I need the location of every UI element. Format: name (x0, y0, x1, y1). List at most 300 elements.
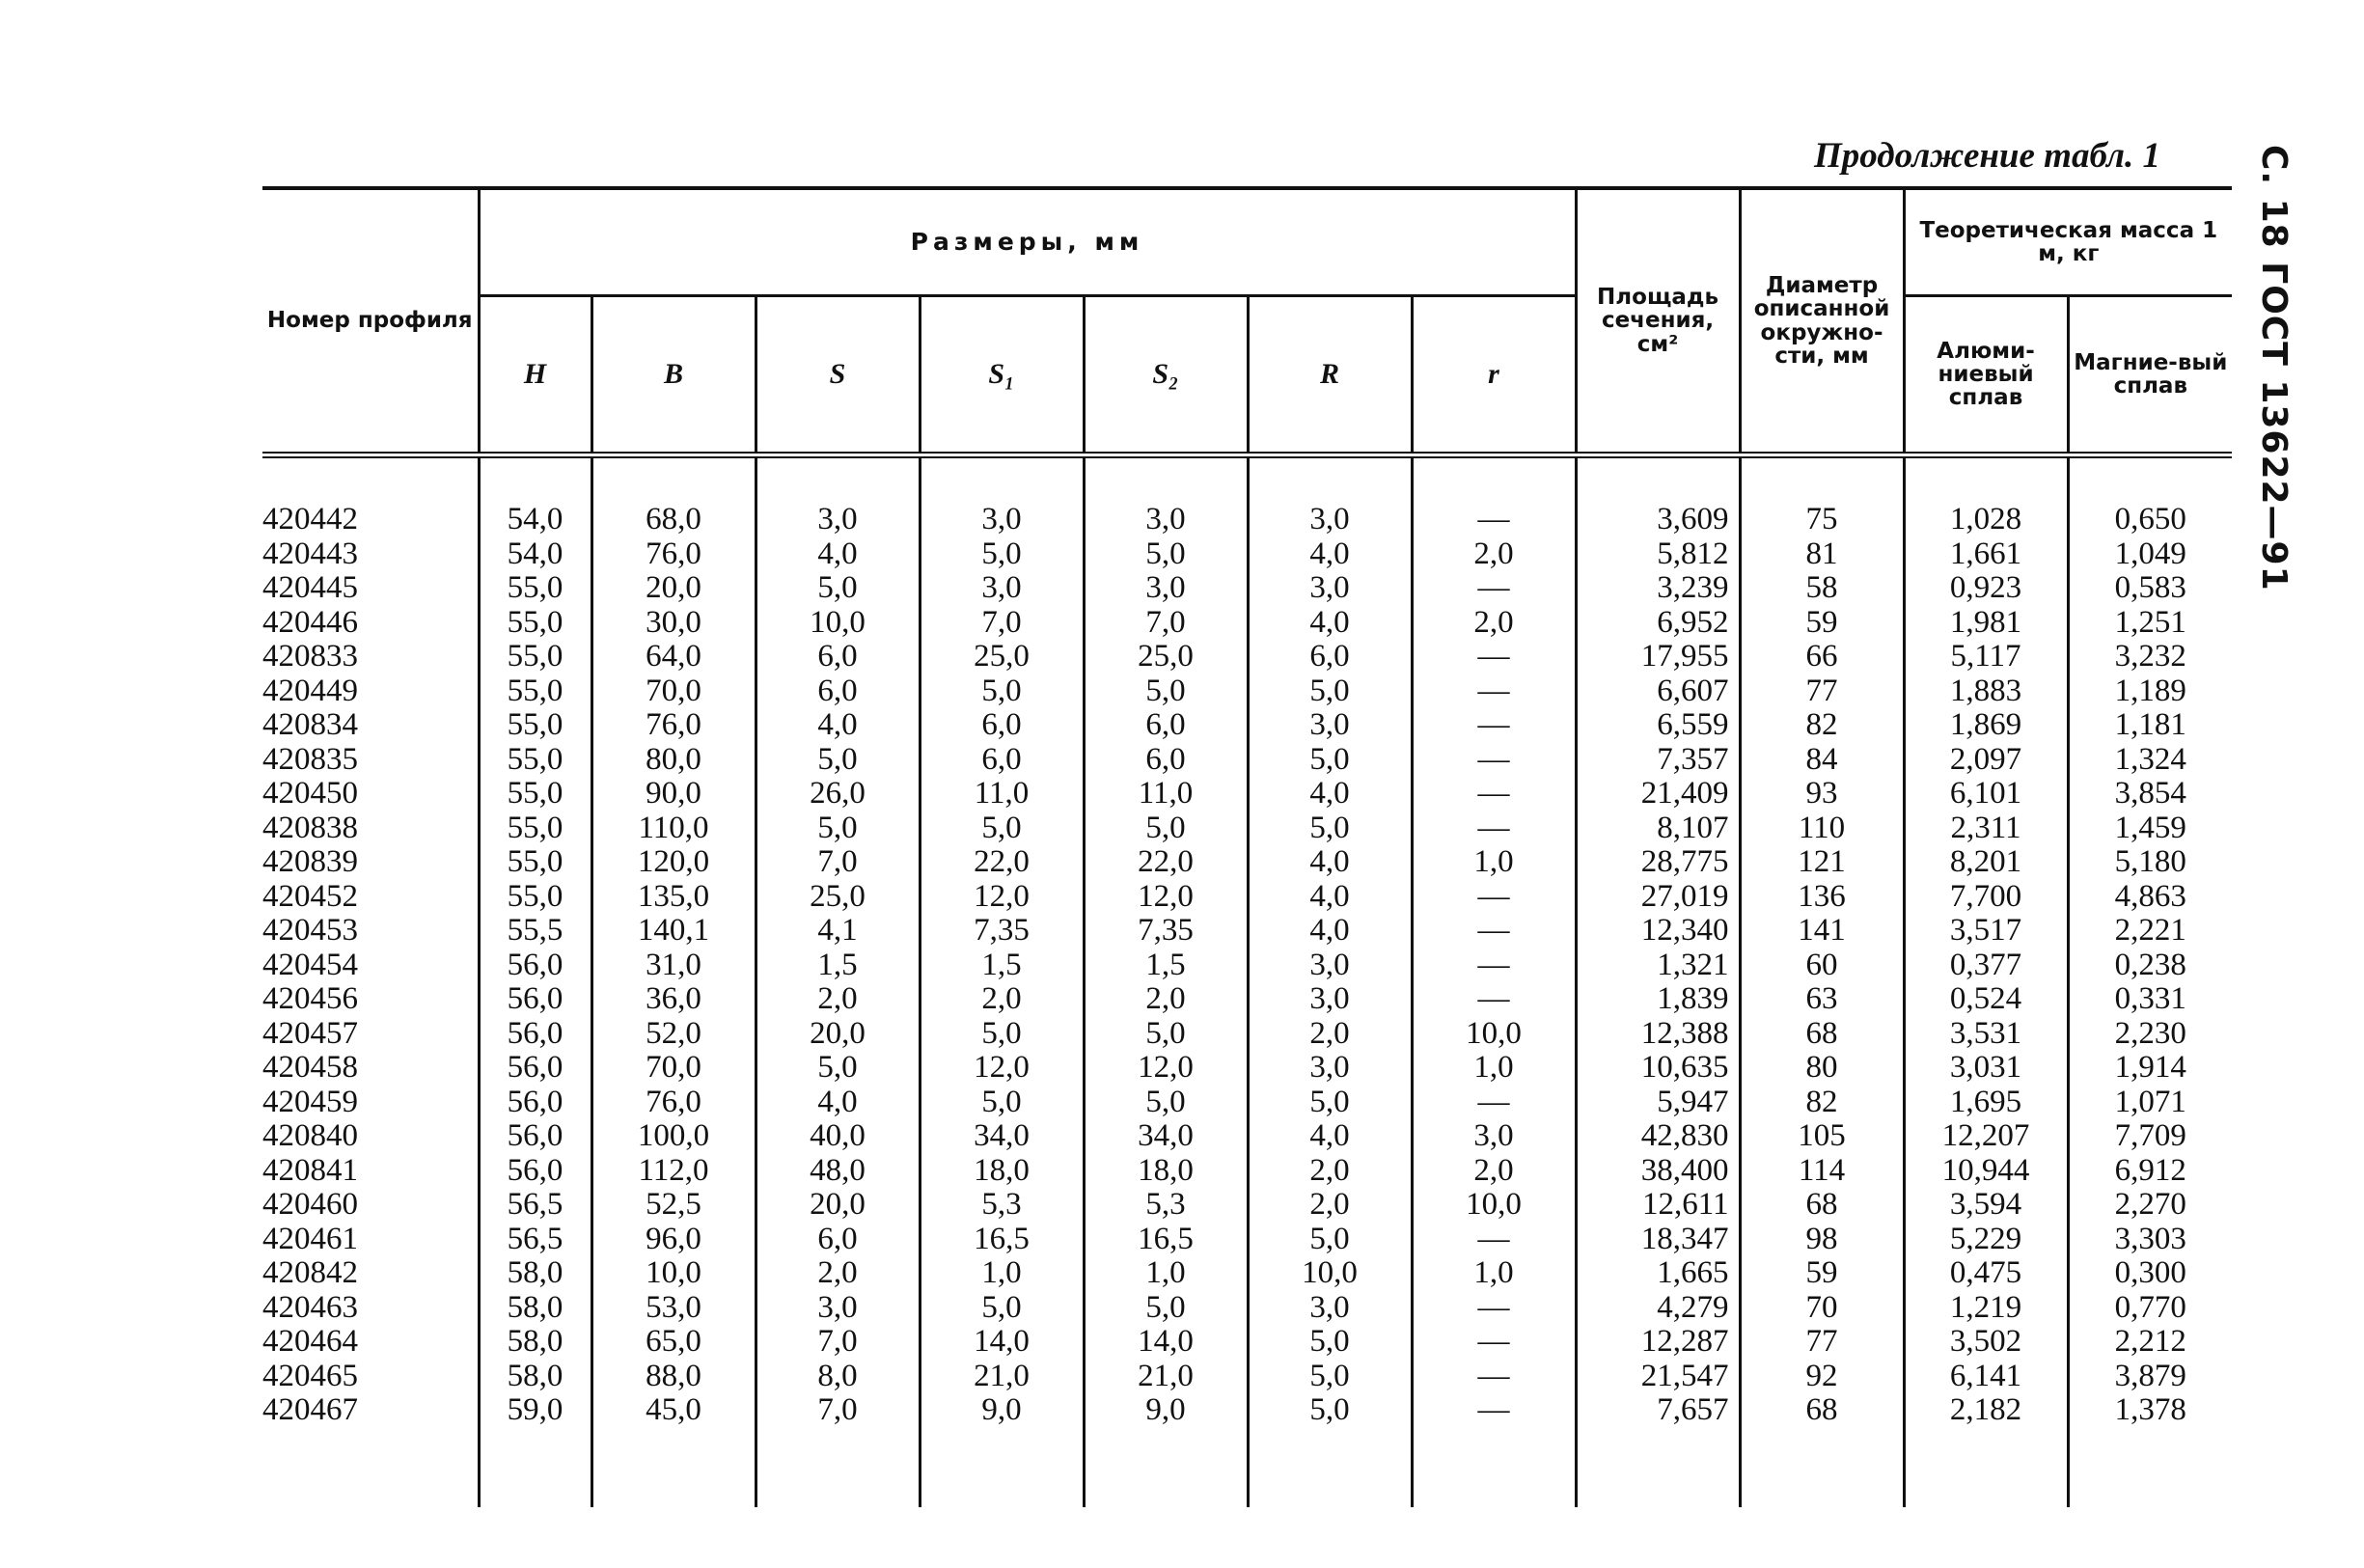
cell-b: 80,0 (591, 743, 756, 778)
cell-profile-number: 420460 (262, 1187, 358, 1223)
cell-area: 3,239 (1576, 571, 1740, 606)
table-row (262, 845, 2232, 880)
cell-h: 56,0 (479, 982, 591, 1017)
cell-r-lower: 1,0 (1412, 1051, 1576, 1086)
cell-r-upper: 4,0 (1248, 845, 1412, 880)
cell-area: 21,547 (1576, 1360, 1740, 1394)
header-dimensions: Размеры, мм (479, 188, 1576, 296)
cell-area: 1,839 (1576, 982, 1740, 1017)
cell-s1: 7,35 (920, 914, 1084, 949)
cell-magnesium-mass: 3,232 (2068, 640, 2232, 674)
cell-diameter: 98 (1740, 1223, 1904, 1257)
cell-magnesium-mass: 1,378 (2068, 1393, 2232, 1428)
table-row (262, 1188, 2232, 1223)
cell-r-upper: 4,0 (1248, 914, 1412, 949)
cell-diameter: 63 (1740, 982, 1904, 1017)
cell-b: 68,0 (591, 455, 756, 537)
cell-area: 28,775 (1576, 845, 1740, 880)
cell-aluminium-mass: 1,695 (1904, 1086, 2068, 1120)
header-diameter: Диаметр описанной окружно-сти, мм (1740, 188, 1904, 455)
cell-s1: 3,0 (920, 571, 1084, 606)
cell-r-lower: 2,0 (1412, 606, 1576, 641)
cell-area: 12,340 (1576, 914, 1740, 949)
cell-s: 6,0 (756, 1223, 920, 1257)
cell-s2: 5,0 (1084, 1017, 1248, 1052)
cell-h: 55,0 (479, 743, 591, 778)
cell-area: 4,279 (1576, 1291, 1740, 1326)
cell-aluminium-mass: 6,101 (1904, 777, 2068, 812)
cell-b: 76,0 (591, 1086, 756, 1120)
cell-profile-number: 420453 (262, 913, 358, 949)
cell-b: 52,0 (591, 1017, 756, 1052)
cell-s1: 34,0 (920, 1119, 1084, 1154)
profile-table (262, 186, 2232, 1507)
cell-b: 112,0 (591, 1154, 756, 1189)
cell-b: 36,0 (591, 982, 756, 1017)
cell-s1: 16,5 (920, 1223, 1084, 1257)
cell-s: 25,0 (756, 880, 920, 915)
cell-r-upper: 5,0 (1248, 1086, 1412, 1120)
cell-aluminium-mass: 3,031 (1904, 1051, 2068, 1086)
cell-r-lower: — (1412, 777, 1576, 812)
cell-b: 76,0 (591, 708, 756, 743)
cell-r-lower: — (1412, 1393, 1576, 1428)
cell-r-upper: 2,0 (1248, 1154, 1412, 1189)
cell-h: 56,0 (479, 949, 591, 983)
filler-cell (2068, 1428, 2232, 1507)
cell-r-lower: 10,0 (1412, 1017, 1576, 1052)
cell-s1: 1,5 (920, 949, 1084, 983)
cell-r-lower: 2,0 (1412, 537, 1576, 572)
cell-aluminium-mass: 3,502 (1904, 1325, 2068, 1360)
cell-s1: 7,0 (920, 606, 1084, 641)
cell-h: 55,0 (479, 777, 591, 812)
cell-r-lower: — (1412, 674, 1576, 709)
cell-r-lower: 1,0 (1412, 845, 1576, 880)
cell-magnesium-mass: 2,230 (2068, 1017, 2232, 1052)
cell-b: 70,0 (591, 674, 756, 709)
cell-s1: 25,0 (920, 640, 1084, 674)
table-row (262, 949, 2232, 983)
cell-area: 5,812 (1576, 537, 1740, 572)
cell-s: 20,0 (756, 1017, 920, 1052)
cell-aluminium-mass: 0,475 (1904, 1256, 2068, 1291)
cell-aluminium-mass: 2,097 (1904, 743, 2068, 778)
cell-diameter: 82 (1740, 708, 1904, 743)
cell-r-upper: 3,0 (1248, 455, 1412, 537)
cell-magnesium-mass: 1,324 (2068, 743, 2232, 778)
cell-s2: 1,5 (1084, 949, 1248, 983)
cell-s2: 6,0 (1084, 708, 1248, 743)
cell-area: 27,019 (1576, 880, 1740, 915)
cell-s2: 11,0 (1084, 777, 1248, 812)
cell-r-upper: 2,0 (1248, 1188, 1412, 1223)
table-row (262, 1086, 2232, 1120)
cell-diameter: 68 (1740, 1393, 1904, 1428)
cell-r-lower: — (1412, 455, 1576, 537)
cell-area: 8,107 (1576, 812, 1740, 846)
cell-s2: 9,0 (1084, 1393, 1248, 1428)
cell-r-lower: — (1412, 1291, 1576, 1326)
filler-cell (479, 1428, 591, 1507)
cell-magnesium-mass: 3,879 (2068, 1360, 2232, 1394)
cell-s1: 6,0 (920, 708, 1084, 743)
table-row (262, 1051, 2232, 1086)
cell-b: 140,1 (591, 914, 756, 949)
cell-b: 76,0 (591, 537, 756, 572)
filler-cell (920, 1428, 1084, 1507)
table-row (262, 1360, 2232, 1394)
cell-magnesium-mass: 0,300 (2068, 1256, 2232, 1291)
cell-s2: 12,0 (1084, 880, 1248, 915)
cell-h: 56,0 (479, 1017, 591, 1052)
cell-diameter: 84 (1740, 743, 1904, 778)
cell-profile-number: 420459 (262, 1084, 358, 1119)
cell-r-upper: 3,0 (1248, 1291, 1412, 1326)
cell-r-upper: 4,0 (1248, 777, 1412, 812)
header-profile-number: Номер профиля (262, 188, 479, 455)
cell-b: 110,0 (591, 812, 756, 846)
cell-magnesium-mass: 4,863 (2068, 880, 2232, 915)
cell-r-upper: 5,0 (1248, 743, 1412, 778)
cell-s2: 3,0 (1084, 571, 1248, 606)
cell-s: 6,0 (756, 674, 920, 709)
cell-h: 58,0 (479, 1325, 591, 1360)
cell-diameter: 68 (1740, 1188, 1904, 1223)
filler-cell (1904, 1428, 2068, 1507)
cell-s: 7,0 (756, 845, 920, 880)
header-r-lower: r (1412, 296, 1576, 455)
page-side-label: С. 18 ГОСТ 13622—91 (2254, 145, 2294, 591)
cell-diameter: 68 (1740, 1017, 1904, 1052)
cell-b: 96,0 (591, 1223, 756, 1257)
cell-magnesium-mass: 0,331 (2068, 982, 2232, 1017)
cell-r-upper: 5,0 (1248, 1393, 1412, 1428)
cell-s1: 9,0 (920, 1393, 1084, 1428)
cell-s1: 6,0 (920, 743, 1084, 778)
cell-magnesium-mass: 0,770 (2068, 1291, 2232, 1326)
cell-h: 56,0 (479, 1051, 591, 1086)
cell-s: 40,0 (756, 1119, 920, 1154)
cell-diameter: 77 (1740, 1325, 1904, 1360)
cell-s1: 5,0 (920, 1017, 1084, 1052)
cell-s: 3,0 (756, 455, 920, 537)
cell-r-lower: — (1412, 914, 1576, 949)
cell-aluminium-mass: 10,944 (1904, 1154, 2068, 1189)
cell-b: 90,0 (591, 777, 756, 812)
table-row (262, 1017, 2232, 1052)
header-area: Площадь сечения, см² (1576, 188, 1740, 455)
cell-area: 12,611 (1576, 1188, 1740, 1223)
cell-aluminium-mass: 1,883 (1904, 674, 2068, 709)
cell-diameter: 105 (1740, 1119, 1904, 1154)
cell-profile-number: 420467 (262, 1392, 358, 1428)
cell-profile-number: 420841 (262, 1152, 358, 1188)
cell-h: 55,0 (479, 708, 591, 743)
cell-r-lower: — (1412, 1086, 1576, 1120)
cell-profile-number: 420838 (262, 810, 358, 845)
cell-profile-number: 420450 (262, 776, 358, 812)
cell-r-lower: — (1412, 571, 1576, 606)
cell-s: 4,1 (756, 914, 920, 949)
cell-profile-number: 420464 (262, 1324, 358, 1360)
header-r-upper: R (1248, 296, 1412, 455)
cell-diameter: 110 (1740, 812, 1904, 846)
cell-magnesium-mass: 1,181 (2068, 708, 2232, 743)
table-row (262, 674, 2232, 709)
table-row (262, 1393, 2232, 1428)
table-row (262, 640, 2232, 674)
cell-r-lower: — (1412, 743, 1576, 778)
cell-diameter: 66 (1740, 640, 1904, 674)
cell-profile-number: 420442 (262, 502, 358, 537)
table-row (262, 982, 2232, 1017)
table-row (262, 1325, 2232, 1360)
cell-area: 10,635 (1576, 1051, 1740, 1086)
cell-magnesium-mass: 2,212 (2068, 1325, 2232, 1360)
table-row (262, 1154, 2232, 1189)
cell-s1: 12,0 (920, 880, 1084, 915)
cell-aluminium-mass: 12,207 (1904, 1119, 2068, 1154)
cell-s: 5,0 (756, 743, 920, 778)
cell-profile-number: 420465 (262, 1358, 358, 1393)
cell-r-lower: — (1412, 1223, 1576, 1257)
cell-s2: 6,0 (1084, 743, 1248, 778)
cell-profile-number: 420833 (262, 639, 358, 674)
filler-cell (1740, 1428, 1904, 1507)
cell-b: 45,0 (591, 1393, 756, 1428)
cell-r-lower: — (1412, 982, 1576, 1017)
cell-diameter: 141 (1740, 914, 1904, 949)
cell-diameter: 93 (1740, 777, 1904, 812)
cell-magnesium-mass: 3,303 (2068, 1223, 2232, 1257)
table-row (262, 777, 2232, 812)
cell-s: 5,0 (756, 812, 920, 846)
cell-b: 52,5 (591, 1188, 756, 1223)
cell-s2: 5,0 (1084, 1086, 1248, 1120)
cell-diameter: 81 (1740, 537, 1904, 572)
cell-s1: 14,0 (920, 1325, 1084, 1360)
cell-profile-number: 420457 (262, 1015, 358, 1051)
cell-profile-number: 420456 (262, 981, 358, 1017)
cell-aluminium-mass: 2,311 (1904, 812, 2068, 846)
header-s2: S₂ (1084, 296, 1248, 455)
cell-profile-number: 420834 (262, 707, 358, 743)
cell-magnesium-mass: 6,912 (2068, 1154, 2232, 1189)
cell-h: 54,0 (479, 537, 591, 572)
cell-r-upper: 4,0 (1248, 1119, 1412, 1154)
cell-b: 31,0 (591, 949, 756, 983)
cell-s2: 21,0 (1084, 1360, 1248, 1394)
cell-area: 12,388 (1576, 1017, 1740, 1052)
cell-r-lower: — (1412, 640, 1576, 674)
cell-r-upper: 3,0 (1248, 982, 1412, 1017)
table-row (262, 812, 2232, 846)
cell-s1: 5,0 (920, 1291, 1084, 1326)
header-s: S (756, 296, 920, 455)
cell-diameter: 77 (1740, 674, 1904, 709)
cell-s2: 2,0 (1084, 982, 1248, 1017)
cell-s2: 34,0 (1084, 1119, 1248, 1154)
cell-b: 100,0 (591, 1119, 756, 1154)
cell-s1: 22,0 (920, 845, 1084, 880)
cell-diameter: 80 (1740, 1051, 1904, 1086)
cell-aluminium-mass: 1,981 (1904, 606, 2068, 641)
cell-magnesium-mass: 1,914 (2068, 1051, 2232, 1086)
cell-h: 55,0 (479, 640, 591, 674)
cell-r-upper: 4,0 (1248, 537, 1412, 572)
cell-magnesium-mass: 1,049 (2068, 537, 2232, 572)
cell-area: 1,665 (1576, 1256, 1740, 1291)
cell-s2: 18,0 (1084, 1154, 1248, 1189)
cell-r-upper: 5,0 (1248, 674, 1412, 709)
cell-aluminium-mass: 7,700 (1904, 880, 2068, 915)
cell-diameter: 75 (1740, 455, 1904, 537)
continuation-title: Продолжение табл. 1 (1814, 136, 2160, 176)
cell-area: 6,952 (1576, 606, 1740, 641)
table-row (262, 606, 2232, 641)
cell-b: 30,0 (591, 606, 756, 641)
header-s1: S₁ (920, 296, 1084, 455)
cell-profile-number: 420458 (262, 1050, 358, 1086)
cell-r-upper: 3,0 (1248, 708, 1412, 743)
cell-b: 20,0 (591, 571, 756, 606)
cell-b: 53,0 (591, 1291, 756, 1326)
cell-profile-number: 420446 (262, 604, 358, 640)
cell-s2: 12,0 (1084, 1051, 1248, 1086)
cell-h: 55,0 (479, 606, 591, 641)
cell-h: 55,5 (479, 914, 591, 949)
cell-area: 21,409 (1576, 777, 1740, 812)
cell-area: 17,955 (1576, 640, 1740, 674)
cell-magnesium-mass: 0,650 (2068, 455, 2232, 537)
cell-s2: 25,0 (1084, 640, 1248, 674)
cell-s2: 7,0 (1084, 606, 1248, 641)
cell-profile-number: 420463 (262, 1289, 358, 1325)
cell-s1: 5,0 (920, 674, 1084, 709)
cell-s: 8,0 (756, 1360, 920, 1394)
cell-s2: 7,35 (1084, 914, 1248, 949)
cell-area: 6,559 (1576, 708, 1740, 743)
cell-aluminium-mass: 5,117 (1904, 640, 2068, 674)
profile-table-container (262, 186, 2228, 1507)
cell-r-upper: 6,0 (1248, 640, 1412, 674)
cell-s2: 3,0 (1084, 455, 1248, 537)
cell-h: 54,0 (479, 455, 591, 537)
profile-table-body (262, 455, 2232, 1507)
cell-aluminium-mass: 3,531 (1904, 1017, 2068, 1052)
header-magnesium: Магние-вый сплав (2068, 296, 2232, 455)
cell-s: 3,0 (756, 1291, 920, 1326)
cell-r-upper: 4,0 (1248, 606, 1412, 641)
cell-b: 64,0 (591, 640, 756, 674)
filler-cell (1412, 1428, 1576, 1507)
cell-aluminium-mass: 1,028 (1904, 455, 2068, 537)
cell-s: 4,0 (756, 537, 920, 572)
cell-r-lower: 3,0 (1412, 1119, 1576, 1154)
cell-s: 10,0 (756, 606, 920, 641)
cell-s: 5,0 (756, 1051, 920, 1086)
cell-diameter: 70 (1740, 1291, 1904, 1326)
cell-s2: 5,0 (1084, 674, 1248, 709)
cell-s: 7,0 (756, 1393, 920, 1428)
cell-s: 2,0 (756, 982, 920, 1017)
filler-cell (591, 1428, 756, 1507)
cell-r-upper: 5,0 (1248, 1325, 1412, 1360)
cell-s: 4,0 (756, 708, 920, 743)
cell-s1: 5,3 (920, 1188, 1084, 1223)
cell-h: 56,0 (479, 1086, 591, 1120)
cell-s2: 5,3 (1084, 1188, 1248, 1223)
filler-cell (756, 1428, 920, 1507)
cell-h: 58,0 (479, 1256, 591, 1291)
cell-h: 56,0 (479, 1119, 591, 1154)
cell-b: 65,0 (591, 1325, 756, 1360)
cell-h: 58,0 (479, 1291, 591, 1326)
cell-h: 58,0 (479, 1360, 591, 1394)
cell-h: 56,5 (479, 1188, 591, 1223)
cell-s1: 1,0 (920, 1256, 1084, 1291)
cell-r-upper: 3,0 (1248, 1051, 1412, 1086)
cell-s2: 5,0 (1084, 1291, 1248, 1326)
cell-diameter: 82 (1740, 1086, 1904, 1120)
cell-area: 42,830 (1576, 1119, 1740, 1154)
cell-diameter: 121 (1740, 845, 1904, 880)
cell-r-lower: — (1412, 812, 1576, 846)
table-row (262, 571, 2232, 606)
cell-area: 7,357 (1576, 743, 1740, 778)
cell-b: 88,0 (591, 1360, 756, 1394)
cell-diameter: 92 (1740, 1360, 1904, 1394)
cell-r-lower: 2,0 (1412, 1154, 1576, 1189)
cell-r-upper: 3,0 (1248, 571, 1412, 606)
cell-r-lower: 10,0 (1412, 1188, 1576, 1223)
cell-area: 18,347 (1576, 1223, 1740, 1257)
cell-area: 1,321 (1576, 949, 1740, 983)
cell-s1: 5,0 (920, 812, 1084, 846)
cell-h: 55,0 (479, 845, 591, 880)
cell-r-lower: — (1412, 949, 1576, 983)
cell-r-lower: — (1412, 1325, 1576, 1360)
cell-s: 2,0 (756, 1256, 920, 1291)
cell-s2: 1,0 (1084, 1256, 1248, 1291)
cell-s1: 18,0 (920, 1154, 1084, 1189)
table-row (262, 708, 2232, 743)
table-filler-row (262, 1428, 2232, 1507)
cell-h: 56,5 (479, 1223, 591, 1257)
cell-b: 70,0 (591, 1051, 756, 1086)
cell-aluminium-mass: 0,377 (1904, 949, 2068, 983)
cell-s: 5,0 (756, 571, 920, 606)
header-b: B (591, 296, 756, 455)
cell-aluminium-mass: 2,182 (1904, 1393, 2068, 1428)
cell-b: 135,0 (591, 880, 756, 915)
cell-s: 26,0 (756, 777, 920, 812)
cell-b: 10,0 (591, 1256, 756, 1291)
cell-aluminium-mass: 8,201 (1904, 845, 2068, 880)
cell-aluminium-mass: 1,219 (1904, 1291, 2068, 1326)
cell-h: 59,0 (479, 1393, 591, 1428)
table-row (262, 880, 2232, 915)
cell-r-upper: 5,0 (1248, 1223, 1412, 1257)
cell-r-lower: — (1412, 1360, 1576, 1394)
cell-magnesium-mass: 0,238 (2068, 949, 2232, 983)
cell-s2: 5,0 (1084, 812, 1248, 846)
table-row (262, 1119, 2232, 1154)
cell-r-upper: 4,0 (1248, 880, 1412, 915)
cell-area: 6,607 (1576, 674, 1740, 709)
cell-profile-number: 420443 (262, 536, 358, 571)
